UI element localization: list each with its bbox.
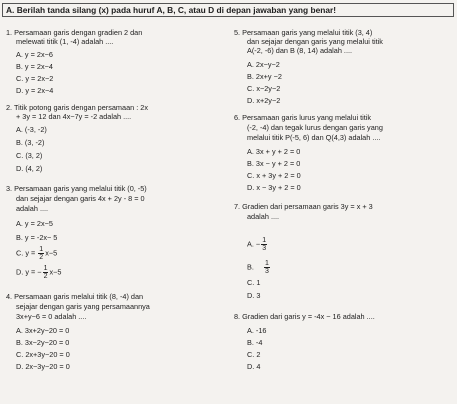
- q3-option-a[interactable]: A. y = 2x−5: [16, 219, 53, 228]
- q5-option-b[interactable]: B. 2x+y −2: [247, 72, 282, 81]
- q4-option-c[interactable]: C. 2x+3y−20 = 0: [16, 350, 70, 359]
- q1-option-b[interactable]: B. y = 2x−4: [16, 62, 53, 71]
- q7-option-c[interactable]: C. 1: [247, 278, 261, 287]
- q4-option-d[interactable]: D. 2x−3y−20 = 0: [16, 362, 70, 371]
- q3-option-b[interactable]: B. y = -2x− 5: [16, 233, 58, 242]
- q3-option-d-prefix: D. y = −: [16, 267, 42, 277]
- q8-option-a[interactable]: A. -16: [247, 326, 267, 335]
- q6-stem-line1: 6. Persamaan garis lurus yang melalui titik: [234, 113, 372, 122]
- q2-stem-line2: + 3y = 12 dan 4x−7y = -2 adalah ....: [16, 112, 132, 121]
- q7-stem-line1: 7. Gradien dari persamaan garis 3y = x + 3: [234, 202, 373, 211]
- q1-stem-line1: 1. Persamaan garis dengan gradien 2 dan: [6, 28, 143, 37]
- q3-option-d-fraction: $\frac{1}{2}$: [43, 265, 48, 280]
- q3-stem-line1: 3. Persamaan garis yang melalui titik (0, -5): [6, 184, 147, 193]
- q3-stem-line2: dan sejajar dengan garis 4x + 2y - 8 = 0: [16, 194, 145, 203]
- q7-stem-line2: adalah ....: [247, 212, 280, 221]
- q1-option-d[interactable]: D. y = 2x−4: [16, 86, 54, 95]
- q7-option-a-prefix: A. −: [247, 239, 261, 249]
- q4-option-a[interactable]: A. 3x+2y−20 = 0: [16, 326, 70, 335]
- q2-option-c[interactable]: C. (3, 2): [16, 151, 43, 160]
- q5-stem-line1: 5. Persamaan garis yang melalui titik (3, 4): [234, 28, 373, 37]
- q3-option-d[interactable]: [16, 265, 61, 280]
- q3-option-c-prefix: C. y =: [16, 248, 36, 258]
- q7-option-a[interactable]: [247, 237, 268, 252]
- q3-option-c[interactable]: [16, 246, 57, 261]
- q5-option-c[interactable]: C. x−2y−2: [247, 84, 281, 93]
- q5-stem-line3: A(-2, -6) dan B (8, 14) adalah ....: [247, 46, 353, 55]
- q2-option-a[interactable]: A. (-3, -2): [16, 125, 47, 134]
- instruction-text: A. Berilah tanda silang (x) pada huruf A, B, C, atau D di depan jawaban yang benar!: [6, 5, 337, 15]
- q3-stem-line3: adalah ....: [16, 204, 49, 213]
- q6-option-a[interactable]: A. 3x + y + 2 = 0: [247, 147, 301, 156]
- q5-stem-line2: dan sejajar dengan garis yang melalui titik: [247, 37, 383, 46]
- q2-stem-line1: 2. Titik potong garis dengan persamaan : 2x: [6, 103, 148, 112]
- q5-option-a[interactable]: A. 2x−y−2: [247, 60, 280, 69]
- q7-option-b[interactable]: [247, 260, 271, 275]
- q3-option-c-fraction: $\frac{1}{2}$: [39, 246, 44, 261]
- q7-option-d[interactable]: D. 3: [247, 291, 261, 300]
- q8-option-c[interactable]: C. 2: [247, 350, 261, 359]
- q1-option-c[interactable]: C. y = 2x−2: [16, 74, 54, 83]
- q4-stem-line2: sejajar dengan garis yang persamaannya: [16, 302, 150, 311]
- q7-option-b-prefix: B.: [247, 262, 254, 272]
- q2-option-d[interactable]: D. (4, 2): [16, 164, 43, 173]
- q6-stem-line3: melalui titik P(-5, 6) dan Q(4,3) adalah ....: [247, 133, 381, 142]
- q2-option-b[interactable]: B. (3, -2): [16, 138, 45, 147]
- q6-option-c[interactable]: C. x + 3y + 2 = 0: [247, 171, 301, 180]
- q3-option-c-suffix: x−5: [45, 248, 58, 258]
- q6-option-d[interactable]: D. x − 3y + 2 = 0: [247, 183, 301, 192]
- q8-option-d[interactable]: D. 4: [247, 362, 261, 371]
- q4-stem-line1: 4. Persamaan garis melalui titik (8, -4) dan: [6, 292, 144, 301]
- q7-option-b-fraction: $\frac{1}{3}$: [264, 260, 269, 275]
- q4-option-b[interactable]: B. 3x−2y−20 = 0: [16, 338, 70, 347]
- q7-option-a-fraction: $\frac{1}{3}$: [262, 237, 267, 252]
- q5-option-d[interactable]: D. x+2y−2: [247, 96, 281, 105]
- q8-stem: 8. Gradien dari garis y = -4x − 16 adalah ....: [234, 312, 375, 321]
- q8-option-b[interactable]: B. -4: [247, 338, 263, 347]
- q6-stem-line2: (-2, -4) dan tegak lurus dengan garis yang: [247, 123, 383, 132]
- q6-option-b[interactable]: B. 3x − y + 2 = 0: [247, 159, 301, 168]
- q1-option-a[interactable]: A. y = 2x−6: [16, 50, 53, 59]
- q4-stem-line3: 3x+y−6 = 0 adalah ....: [16, 312, 87, 321]
- q3-option-d-suffix: x−5: [49, 267, 62, 277]
- q1-stem-line2: melewati titik (1, -4) adalah ....: [16, 37, 114, 46]
